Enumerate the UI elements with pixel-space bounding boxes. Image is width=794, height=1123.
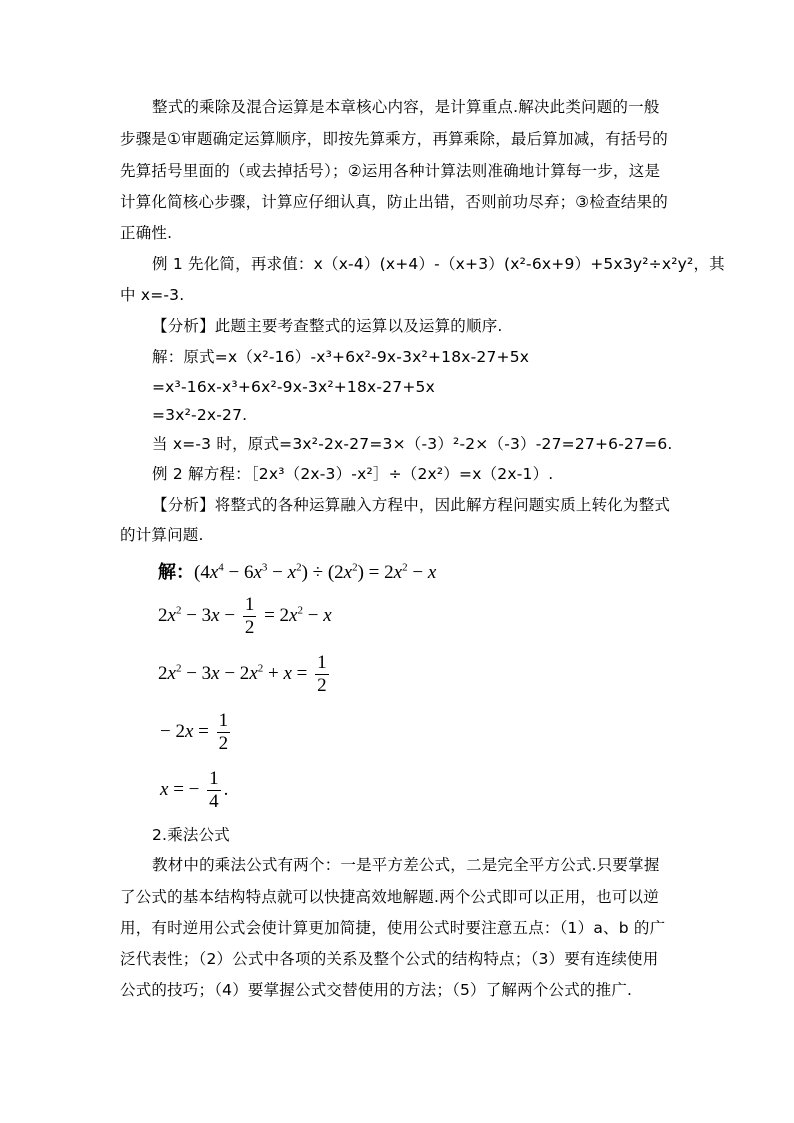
fraction: $\frac{1}{2}$ <box>218 710 229 754</box>
section-heading: 2.乘法公式 <box>152 826 230 844</box>
solution-1-line: =3x²-2x-27. <box>152 406 248 424</box>
example-1-line: 中 x=-3. <box>120 286 185 304</box>
solution-1-line: 当 x=-3 时，原式=3x²-2x-27=3×（-3）²-2×（-3）-27=27+6-27=6. <box>152 435 673 453</box>
equation-step-5: x = − $\frac{1}{4}$ . <box>160 768 229 812</box>
paragraph-line: 先算括号里面的（或去掉括号）；②运用各种计算法则准确地计算每一步，这是 <box>120 162 661 180</box>
analysis-1: 【分析】此题主要考查整式的运算以及运算的顺序. <box>152 317 503 335</box>
paragraph-line: 用，有时逆用公式会使计算更加简捷，使用公式时要注意五点：（1）a、b 的广 <box>120 919 666 937</box>
paragraph-line: 正确性. <box>120 224 173 242</box>
analysis-2-line: 【分析】将整式的各种运算融入方程中，因此解方程问题实质上转化为整式 <box>152 496 671 514</box>
paragraph-line: 泛代表性；（2）公式中各项的关系及整个公式的结构特点；（3）要有连续使用 <box>120 950 659 968</box>
equation-step-2: $2x^2 - 3x$ − $\frac{1}{2}$ = $2x^2 - x$ <box>158 594 332 638</box>
equation-step-3: $2x^2 - 3x - 2x^2 + x$ = $\frac{1}{2}$ <box>158 652 327 696</box>
paragraph-line: 公式的技巧；（4）要掌握公式交替使用的方法；（5）了解两个公式的推广. <box>120 981 633 999</box>
paragraph-line: 计算化简核心步骤，计算应仔细认真，防止出错，否则前功尽弃；③检查结果的 <box>120 193 668 211</box>
paragraph-line: 整式的乘除及混合运算是本章核心内容，是计算重点.解决此类问题的一般 <box>152 98 660 116</box>
paragraph-line: 步骤是①审题确定运算顺序，即按先算乘方，再算乘除，最后算加减，有括号的 <box>120 130 668 148</box>
fraction: $\frac{1}{4}$ <box>209 768 219 812</box>
fraction: $\frac{1}{2}$ <box>244 594 255 638</box>
paragraph-line: 教材中的乘法公式有两个：一是平方差公式，二是完全平方公式.只要掌握 <box>152 856 660 874</box>
paragraph-line: 了公式的基本结构特点就可以快捷高效地解题.两个公式即可以正用，也可以逆 <box>120 888 659 906</box>
solution-1-line: 解：原式=x（x²-16）-x³+6x²-9x-3x²+18x-27+5x <box>152 348 530 366</box>
example-1-line: 例 1 先化简，再求值：x（x-4）(x+4）-（x+3）(x²-6x+9）+5x3y²÷x²y²，其 <box>152 255 725 273</box>
fraction: $\frac{1}{2}$ <box>317 652 327 696</box>
equation-step-4: − 2x = $\frac{1}{2}$ <box>160 710 229 754</box>
equation-step-1: 解：$(4x^4 - 6x^3 - x^2) \div (2x^2) = 2x^2 - x$ <box>158 561 437 583</box>
solution-label: 解： <box>158 562 194 583</box>
example-2: 例 2 解方程：［2x³（2x-3）-x²］÷（2x²）=x（2x-1）. <box>152 465 554 483</box>
solution-1-line: =x³-16x-x³+6x²-9x-3x²+18x-27+5x <box>152 378 435 396</box>
analysis-2-line: 的计算问题. <box>120 526 204 544</box>
